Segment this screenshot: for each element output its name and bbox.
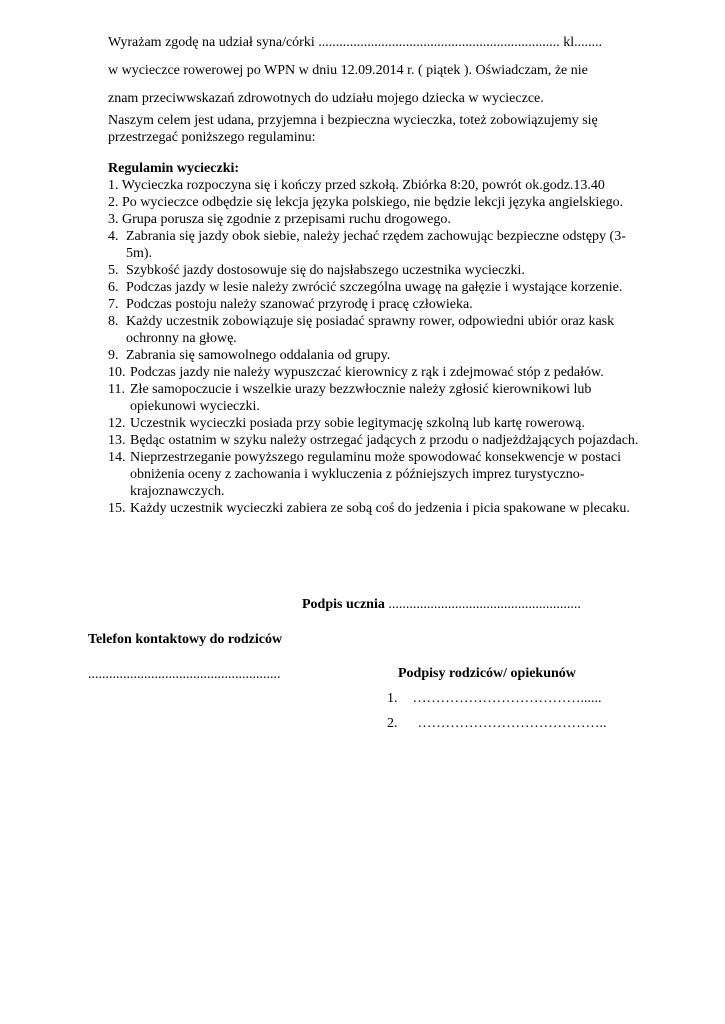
rule-item xyxy=(108,194,648,211)
goal-line-2: przestrzegać poniższego regulaminu: xyxy=(108,130,316,145)
parent-signature-dots: ………………………………….. xyxy=(417,716,607,731)
parent-signature-line-1 xyxy=(387,690,602,707)
rule-item xyxy=(108,262,648,279)
rule-item xyxy=(108,279,648,296)
rule-text: Uczestnik wycieczki posiada przy sobie legitymację szkolną lub kartę rowerową. xyxy=(130,416,585,431)
rule-number: 15. xyxy=(108,501,126,516)
rule-text: Zabrania się samowolnego oddalania od grupy. xyxy=(126,348,391,363)
rule-number: 6. xyxy=(108,280,119,295)
parent-signature-line-2 xyxy=(387,715,607,732)
rule-number: 1. xyxy=(108,178,119,193)
consent-line-1: Wyrażam zgodę na udział syna/córki ..................................................................... kl........ xyxy=(108,35,603,50)
rule-item xyxy=(108,500,648,517)
rules-section xyxy=(108,160,648,517)
consent-line-2: w wycieczce rowerowej po WPN w dniu 12.09.2014 r. ( piątek ). Oświadczam, że nie xyxy=(108,63,588,78)
phone-label: Telefon kontaktowy do rodziców xyxy=(88,632,283,647)
rule-number: 3. xyxy=(108,212,119,227)
rule-number: 2. xyxy=(108,195,119,210)
rule-text: Każdy uczestnik wycieczki zabiera ze sobą coś do jedzenia i picia spakowane w plecaku. xyxy=(130,501,630,516)
student-signature-label: Podpis ucznia xyxy=(302,597,385,612)
goal-line-1: Naszym celem jest udana, przyjemna i bezpieczna wycieczka, toteż zobowiązujemy się xyxy=(108,113,598,128)
rule-item xyxy=(108,432,648,449)
rule-text: Grupa porusza się zgodnie z przepisami ruchu drogowego. xyxy=(122,212,451,227)
rule-text: Wycieczka rozpoczyna się i kończy przed szkołą. Zbiórka 8:20, powrót ok.godz.13.40 xyxy=(121,178,605,193)
phone-line: ....................................................... xyxy=(88,667,281,682)
student-signature-line: ....................................................... xyxy=(384,597,581,612)
rule-item xyxy=(108,211,648,228)
parent-signature-number: 1. xyxy=(387,691,398,706)
rule-number: 11. xyxy=(108,382,125,397)
consent-line-3: znam przeciwwskazań zdrowotnych do udziału mojego dziecka w wycieczce. xyxy=(108,91,544,106)
rule-text: Nieprzestrzeganie powyższego regulaminu może spowodować konsekwencje w postaci obniżenia oceny z zachowania i wykluczenia z późniejszych imprez turystyczno-krajoznawczych. xyxy=(130,450,621,499)
rule-number: 12. xyxy=(108,416,126,431)
rule-item xyxy=(108,415,648,432)
parent-signature-dots: ………………………………...... xyxy=(412,691,602,706)
rule-number: 13. xyxy=(108,433,126,448)
student-signature xyxy=(302,596,581,613)
rule-number: 5. xyxy=(108,263,119,278)
rule-text: Zabrania się jazdy obok siebie, należy jechać rzędem zachowując bezpieczne odstępy (3-5m). xyxy=(126,229,626,261)
rule-item xyxy=(108,177,648,194)
rule-item xyxy=(108,347,648,364)
rule-item xyxy=(108,296,648,313)
rule-item xyxy=(108,364,648,381)
rule-text: Po wycieczce odbędzie się lekcja języka polskiego, nie będzie lekcji języka angielskiego. xyxy=(122,195,624,210)
rule-item xyxy=(108,228,648,262)
rule-item xyxy=(108,449,648,500)
rule-number: 8. xyxy=(108,314,119,329)
rule-item xyxy=(108,381,648,415)
rule-text: Będąc ostatnim w szyku należy ostrzegać jadących z przodu o nadjeżdżających pojazdach. xyxy=(130,433,639,448)
rule-number: 7. xyxy=(108,297,119,312)
rule-item xyxy=(108,313,648,347)
parent-signature-number: 2. xyxy=(387,716,398,731)
rule-number: 14. xyxy=(108,450,126,465)
rule-text: Podczas postoju należy szanować przyrodę i pracę człowieka. xyxy=(126,297,473,312)
rule-text: Każdy uczestnik zobowiązuje się posiadać sprawny rower, odpowiedni ubiór oraz kask ochronny na głowę. xyxy=(126,314,615,346)
rules-title: Regulamin wycieczki: xyxy=(108,161,240,176)
rule-text: Podczas jazdy nie należy wypuszczać kierownicy z rąk i zdejmować stóp z pedałów. xyxy=(130,365,604,380)
rule-text: Złe samopoczucie i wszelkie urazy bezzwłocznie należy zgłosić kierownikowi lub opiekunowi wycieczki. xyxy=(130,382,592,414)
parents-signature-label: Podpisy rodziców/ opiekunów xyxy=(398,666,576,681)
rule-number: 4. xyxy=(108,229,119,244)
rule-number: 10. xyxy=(108,365,126,380)
rule-number: 9. xyxy=(108,348,119,363)
rule-text: Podczas jazdy w lesie należy zwrócić szczególna uwagę na gałęzie i wystające korzenie. xyxy=(126,280,623,295)
rule-text: Szybkość jazdy dostosowuje się do najsłabszego uczestnika wycieczki. xyxy=(126,263,525,278)
